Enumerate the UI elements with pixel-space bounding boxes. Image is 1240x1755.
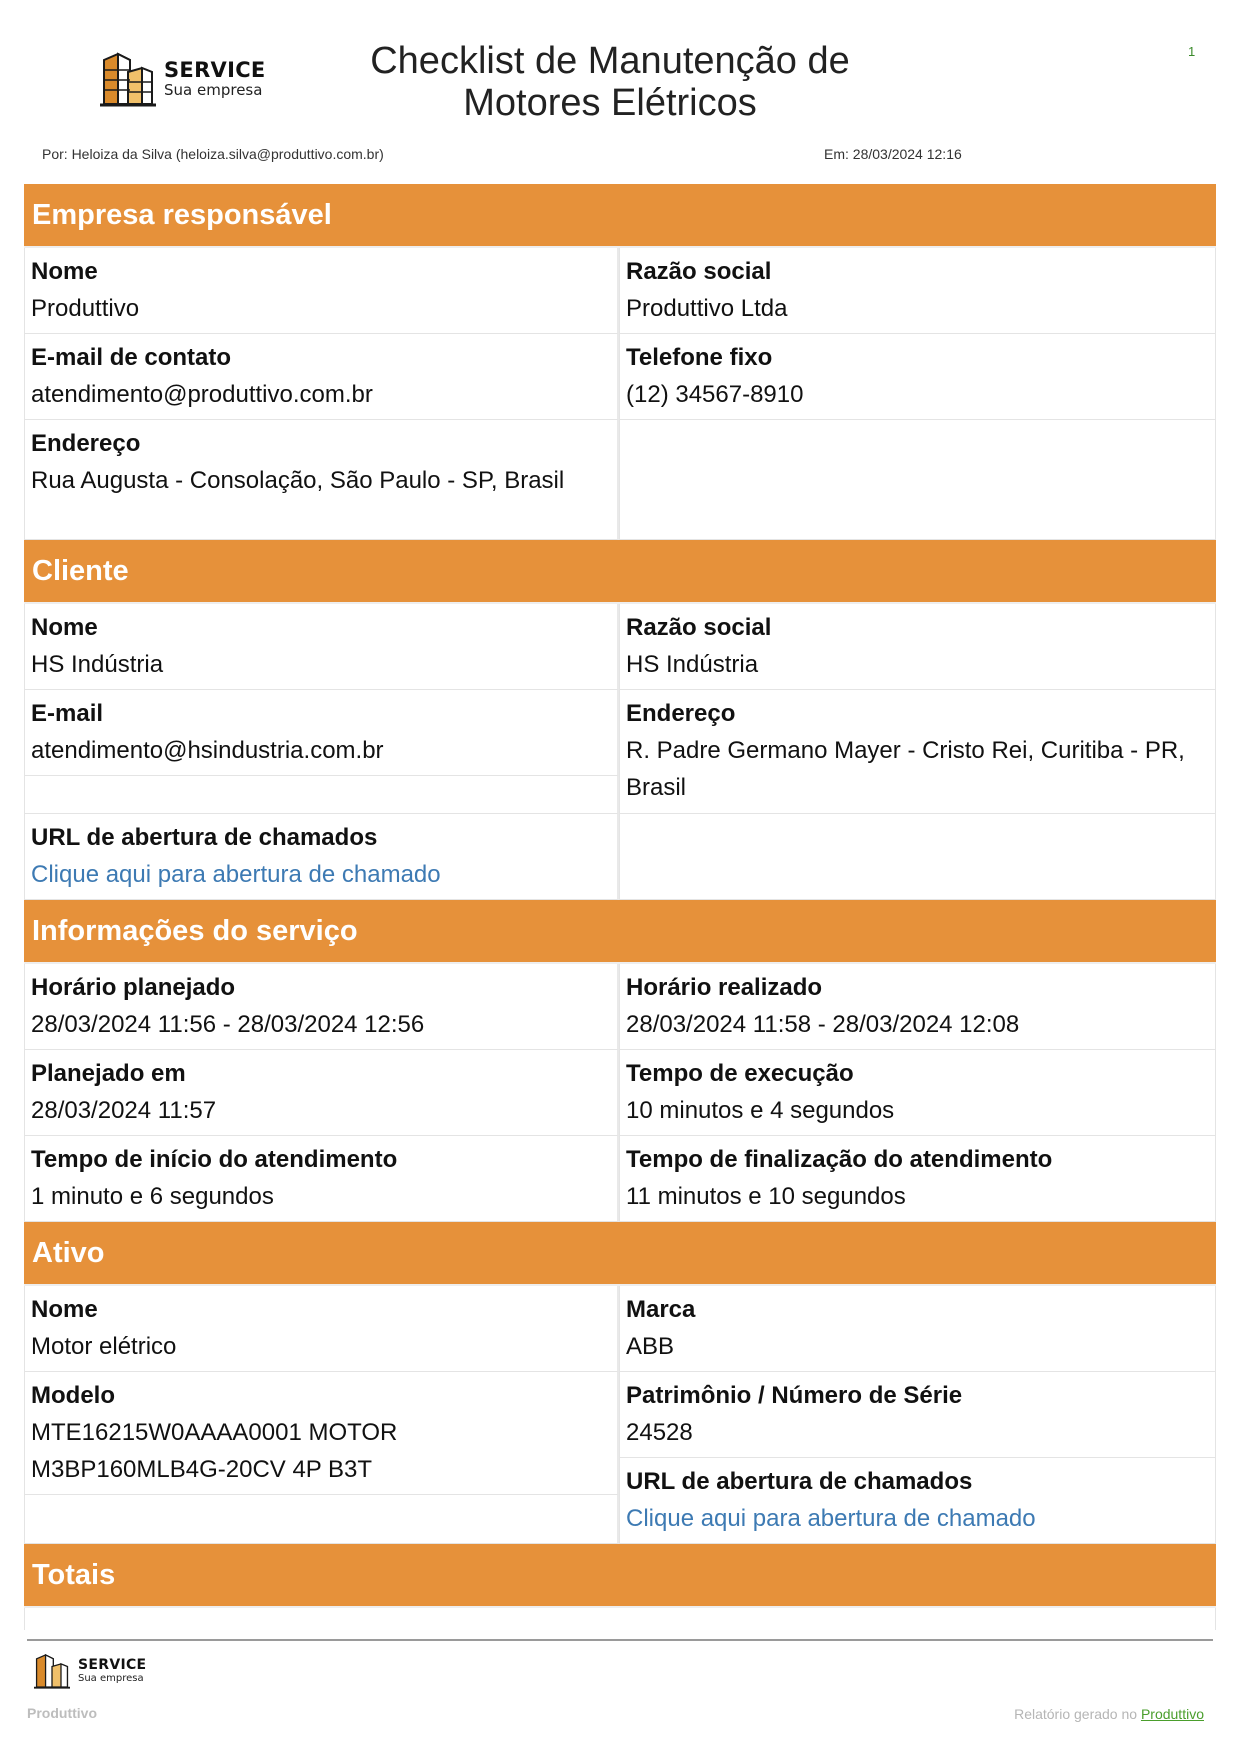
report-content	[24, 184, 1216, 1630]
field-label: URL de abertura de chamados	[626, 1468, 973, 1495]
cliente-fields	[24, 604, 1216, 900]
field-value: 28/03/2024 11:56 - 28/03/2024 12:56	[31, 1011, 425, 1038]
field-label: Endereço	[31, 430, 141, 457]
field-value: ABB	[626, 1333, 675, 1360]
field-value: 1 minuto e 6 segundos	[31, 1183, 274, 1210]
email-column	[24, 690, 619, 814]
servico-fields	[24, 964, 1216, 1222]
author-line: Por: Heloiza da Silva (heloiza.silva@produttivo.com.br)	[42, 146, 384, 162]
field-value: 28/03/2024 11:57	[31, 1097, 217, 1124]
buildings-icon	[100, 50, 156, 108]
field-label: URL de abertura de chamados	[31, 824, 378, 851]
field-razao-social	[619, 604, 1216, 690]
open-ticket-link[interactable]: Clique aqui para abertura de chamado	[31, 861, 441, 888]
field-label: Tempo de finalização do atendimento	[626, 1146, 1053, 1173]
field-email-contato	[24, 334, 619, 420]
field-url-chamados	[24, 814, 619, 900]
field-label: Patrimônio / Número de Série	[626, 1382, 963, 1409]
field-planejado-em	[24, 1050, 619, 1136]
empty-cell	[619, 814, 1216, 900]
field-endereco	[619, 690, 1216, 814]
field-value: 28/03/2024 11:58 - 28/03/2024 12:08	[626, 1011, 1020, 1038]
footer-divider	[27, 1639, 1213, 1641]
logo-title: SERVICE	[78, 1657, 147, 1673]
field-value: 10 minutos e 4 segundos	[626, 1097, 895, 1124]
field-email	[24, 690, 619, 776]
logo-subtitle: Sua empresa	[78, 1673, 144, 1684]
patrimonio-column	[619, 1372, 1216, 1544]
field-label: Planejado em	[31, 1060, 186, 1087]
footer-generated	[1014, 1706, 1204, 1722]
field-razao-social	[619, 248, 1216, 334]
field-label: Nome	[31, 614, 98, 641]
header-logo	[100, 50, 266, 108]
section-title: Informações do serviço	[32, 914, 358, 947]
modelo-column	[24, 1372, 619, 1544]
generated-at: Em: 28/03/2024 12:16	[824, 146, 962, 162]
empty-cell	[24, 1495, 619, 1544]
field-value: 24528	[626, 1419, 693, 1446]
section-title: Totais	[32, 1558, 116, 1591]
field-value: HS Indústria	[31, 651, 164, 678]
field-nome	[24, 1286, 619, 1372]
field-value: HS Indústria	[626, 651, 759, 678]
field-horario-planejado	[24, 964, 619, 1050]
field-label: E-mail	[31, 700, 104, 727]
field-value: Produttivo	[31, 295, 140, 322]
field-value: 11 minutos e 10 segundos	[626, 1183, 906, 1210]
field-label: Endereço	[626, 700, 736, 727]
section-title: Ativo	[32, 1236, 105, 1269]
produttivo-link[interactable]: Produttivo	[1140, 1706, 1204, 1722]
footer-logo	[34, 1652, 146, 1690]
field-label: Nome	[31, 1296, 98, 1323]
logo-subtitle: Sua empresa	[164, 81, 263, 99]
field-value: MTE16215W0AAAA0001 MOTOR M3BP160MLB4G-20CV 4P B3T	[31, 1419, 398, 1483]
field-horario-realizado	[619, 964, 1216, 1050]
field-url-chamados	[619, 1458, 1216, 1544]
field-tempo-inicio	[24, 1136, 619, 1222]
field-patrimonio	[619, 1372, 1216, 1458]
open-ticket-link[interactable]: Clique aqui para abertura de chamado	[626, 1505, 1036, 1532]
generated-prefix: Relatório gerado no	[1014, 1706, 1141, 1722]
field-label: Horário realizado	[626, 974, 823, 1001]
field-label: Marca	[626, 1296, 696, 1323]
field-tempo-execucao	[619, 1050, 1216, 1136]
field-value: atendimento@hsindustria.com.br	[31, 737, 384, 764]
section-title: Cliente	[32, 554, 129, 587]
field-label: Modelo	[31, 1382, 115, 1409]
empty-cell	[24, 776, 619, 814]
field-tempo-finalizacao	[619, 1136, 1216, 1222]
buildings-icon	[34, 1652, 70, 1690]
footer-brand: Produttivo	[27, 1705, 97, 1721]
section-header-cliente	[24, 540, 1216, 604]
field-value: R. Padre Germano Mayer - Cristo Rei, Curitiba - PR, Brasil	[626, 737, 1185, 801]
field-label: Tempo de execução	[626, 1060, 854, 1087]
field-label: Razão social	[626, 258, 772, 285]
page-number: 1	[1188, 44, 1196, 59]
field-value: atendimento@produttivo.com.br	[31, 381, 373, 408]
field-endereco	[24, 420, 619, 540]
section-header-ativo	[24, 1222, 1216, 1286]
field-label: Razão social	[626, 614, 772, 641]
field-nome	[24, 604, 619, 690]
field-value: (12) 34567-8910	[626, 381, 804, 408]
empresa-fields	[24, 248, 1216, 540]
empty-cell	[619, 420, 1216, 540]
totals-body	[24, 1608, 1216, 1630]
field-value: Rua Augusta - Consolação, São Paulo - SP, Brasil	[31, 467, 565, 494]
field-marca	[619, 1286, 1216, 1372]
section-header-empresa	[24, 184, 1216, 248]
field-label: E-mail de contato	[31, 344, 232, 371]
field-value: Produttivo Ltda	[626, 295, 788, 322]
ativo-fields	[24, 1286, 1216, 1544]
field-modelo	[24, 1372, 619, 1495]
field-nome	[24, 248, 619, 334]
document-title: Checklist de Manutenção de Motores Elétricos	[370, 40, 850, 124]
field-label: Telefone fixo	[626, 344, 773, 371]
field-label: Nome	[31, 258, 98, 285]
logo-title: SERVICE	[164, 58, 266, 82]
section-title: Empresa responsável	[32, 198, 332, 231]
field-label: Tempo de início do atendimento	[31, 1146, 398, 1173]
field-telefone-fixo	[619, 334, 1216, 420]
section-header-totais	[24, 1544, 1216, 1608]
field-value: Motor elétrico	[31, 1333, 177, 1360]
field-label: Horário planejado	[31, 974, 236, 1001]
section-header-servico	[24, 900, 1216, 964]
